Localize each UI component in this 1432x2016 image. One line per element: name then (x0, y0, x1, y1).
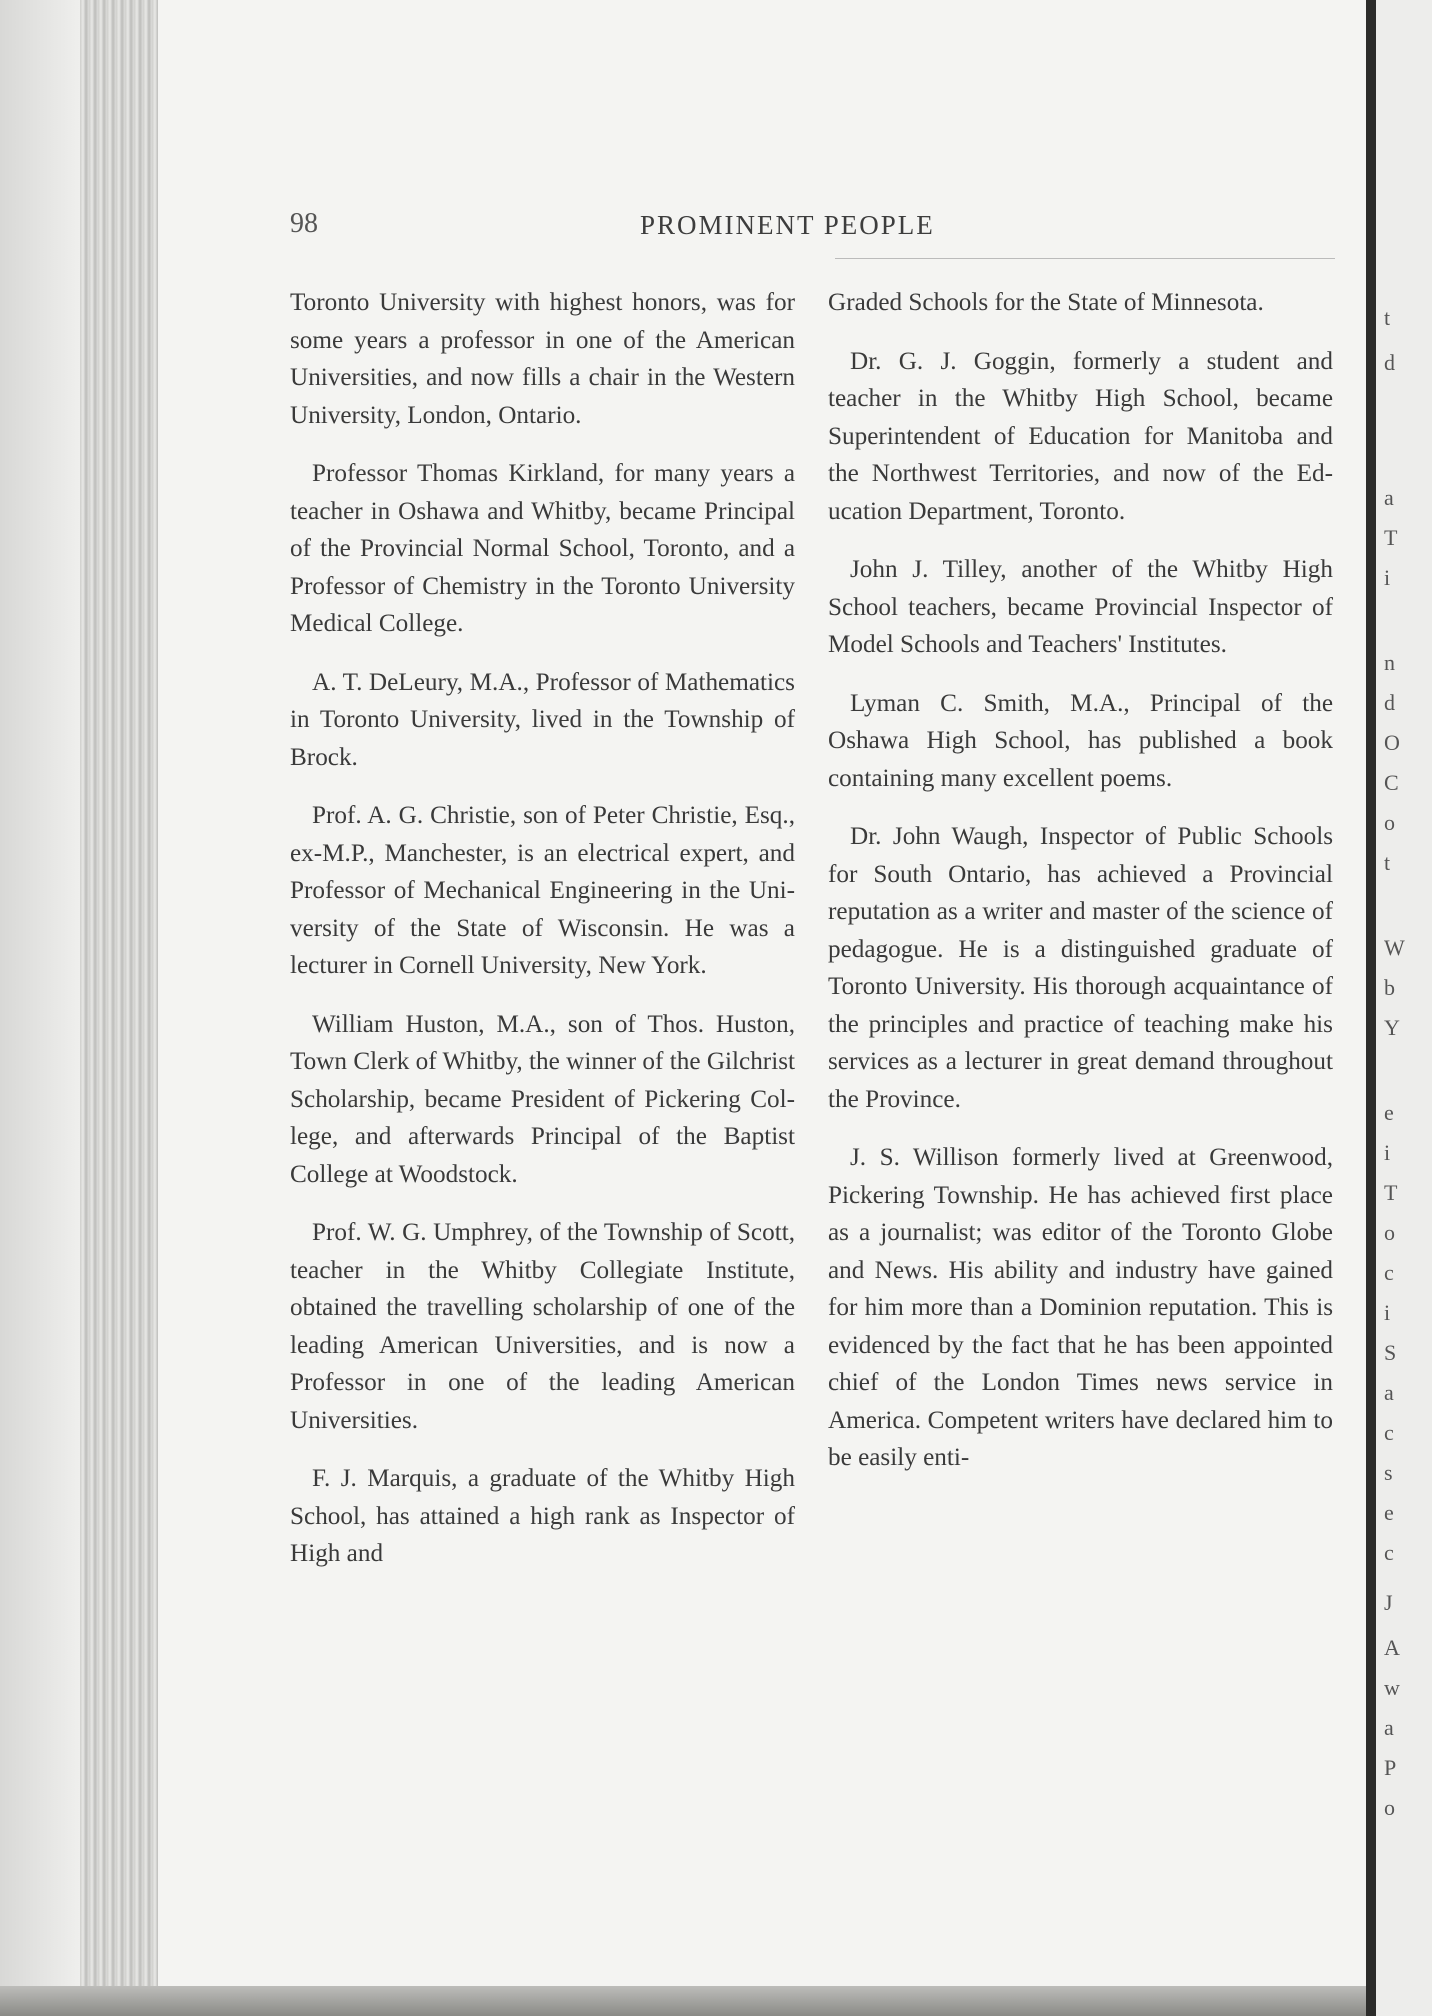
adjacent-page-letter: d (1384, 690, 1395, 715)
paragraph: William Huston, M.A., son of Thos. Huston, Town Clerk of Whitby, the winner of the Gilchrist Scholarship, became President of Pickering College, and afterwards Principal of the Baptist College at Woodstock. (290, 1010, 795, 1188)
paragraph: Prof. W. G. Umphrey, of the Township of Scott, teacher in the Whitby Collegiate Institute, obtained the travelling scholarship of one of the leading American Universities, and is now a Professor in one of the leading American Universities. (290, 1219, 795, 1434)
adjacent-page-letter: i (1384, 1140, 1391, 1165)
adjacent-page-letter: A (1384, 1635, 1400, 1660)
adjacent-page-letter: s (1384, 1460, 1393, 1485)
adjacent-page-letter: o (1384, 810, 1395, 835)
adjacent-page-letter: i (1384, 1300, 1391, 1325)
paragraph: Professor Thomas Kirkland, for many years a teacher in Oshawa and Whitby, became Principal of the Provincial Normal School, Toronto, and a Professor of Chemistry in the Toronto University Medical College. (290, 460, 795, 637)
adjacent-page-letter: o (1384, 1795, 1395, 1820)
running-title: PROMINENT PEOPLE (640, 210, 935, 240)
adjacent-page-letter: c (1384, 1420, 1394, 1445)
adjacent-page-letter: W (1384, 935, 1405, 960)
adjacent-page-letter: P (1384, 1755, 1397, 1780)
page-bottom-edge (0, 1986, 1380, 2016)
paragraph: A. T. DeLeury, M.A., Professor of Mathematics in Toronto University, lived in the Township of Brock. (290, 668, 795, 771)
column-rule (835, 258, 1335, 259)
adjacent-page-letter: e (1384, 1100, 1394, 1125)
paragraph: Graded Schools for the State of Minnesota. (828, 289, 1264, 316)
adjacent-page-letter: T (1384, 525, 1398, 550)
paragraph: John J. Tilley, another of the Whitby High School teachers, became Provincial Inspector of Model Schools and Teachers' Institutes. (828, 556, 1333, 658)
adjacent-page-edge (1376, 0, 1432, 2016)
adjacent-page-letter: d (1384, 350, 1395, 375)
right-column (828, 284, 1333, 1498)
adjacent-page-letter: w (1384, 1675, 1400, 1700)
adjacent-page-letter: c (1384, 1540, 1394, 1565)
adjacent-page-letter: c (1384, 1260, 1394, 1285)
paragraph: Toronto University with highest honors, was for some years a professor in one of the American Universities, and now fills a chair in the Western University, London, Ontario. (290, 289, 795, 429)
page-edge-shadow (1366, 0, 1376, 2016)
adjacent-page-letter: T (1384, 1180, 1398, 1205)
paragraph: Prof. A. G. Christie, son of Peter Christie, Esq., ex-M.P., Manchester, is an electrical expert, and Professor of Mechanical Engineering in the University of the State of Wisconsin. He was a lecturer in Cornell University, New York. (290, 802, 795, 979)
adjacent-page-letter: n (1384, 650, 1395, 675)
paragraph: Dr. G. J. Goggin, formerly a student and teacher in the Whitby High School, became Superintendent of Education for Manitoba and the Northwest Territories, and now of the Education Department, Toronto. (828, 347, 1333, 525)
adjacent-page-letter: o (1384, 1220, 1395, 1245)
adjacent-page-letter: C (1384, 770, 1399, 795)
adjacent-page-letter: S (1384, 1340, 1397, 1365)
adjacent-page-letter: t (1384, 850, 1391, 875)
adjacent-page-letter: Y (1384, 1015, 1400, 1040)
adjacent-page-letter: b (1384, 975, 1395, 1000)
paragraph: J. S. Willison formerly lived at Greenwood, Pickering Township. He has achieved first place as a journalist; was editor of the Toronto Globe and News. His ability and industry have gained for him more than a Dominion reputation. This is evidenced by the fact that he has been appointed chief of the London Times news service in America. Competent writers have declared him to be easily enti- (828, 1144, 1333, 1471)
adjacent-page-letter: t (1384, 305, 1391, 330)
binding-shadow (0, 0, 80, 2016)
paragraph: F. J. Marquis, a graduate of the Whitby High School, has attained a high rank as Inspector of High and (290, 1465, 795, 1567)
adjacent-page-letter: a (1384, 1380, 1394, 1405)
page-number: 98 (290, 208, 318, 239)
adjacent-page-letter: O (1384, 730, 1400, 755)
adjacent-page-letter: i (1384, 565, 1391, 590)
adjacent-page-letter: a (1384, 485, 1394, 510)
left-column (290, 284, 795, 1594)
book-binding-gutter (80, 0, 158, 2016)
adjacent-page-letter: e (1384, 1500, 1394, 1525)
page-header (290, 208, 960, 248)
adjacent-page-letter: a (1384, 1715, 1394, 1740)
paragraph: Lyman C. Smith, M.A., Principal of the Oshawa High School, has published a book containing many excellent poems. (828, 689, 1333, 792)
adjacent-page-letter: J (1384, 1590, 1393, 1615)
paragraph: Dr. John Waugh, Inspector of Public Schools for South Ontario, has achieved a Provincial reputation as a writer and master of the science of pedagogue. He is a distinguished graduate of Toronto University. His thorough acquaintance of the principles and practice of teaching make his services as a lecturer in great demand throughout the Province. (828, 823, 1333, 1113)
